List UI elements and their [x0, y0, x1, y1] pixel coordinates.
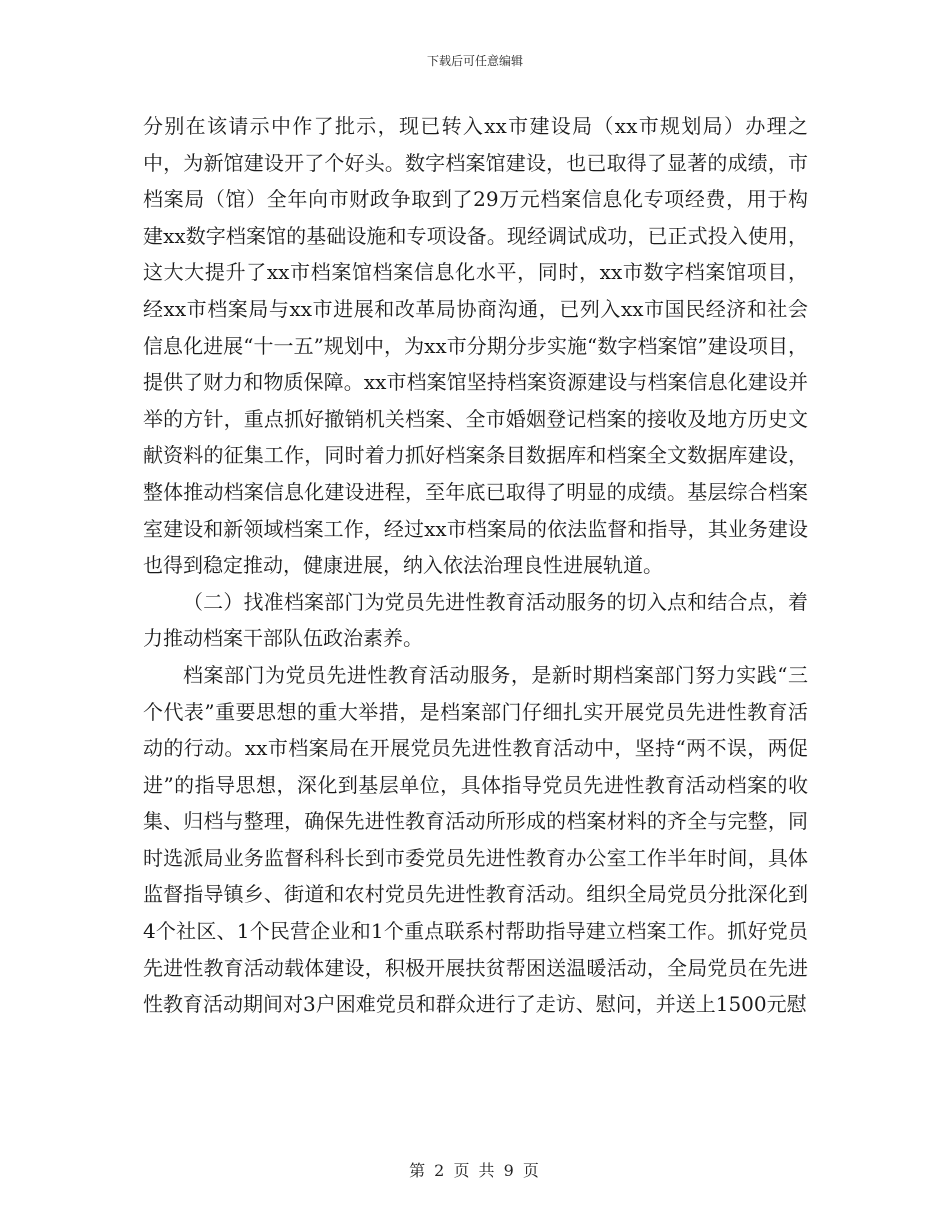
paragraph-2-section-heading: （二）找准档案部门为党员先进性教育活动服务的切入点和结合点，着力推动档案干部队伍政治素养。: [143, 589, 808, 651]
document-body: [143, 108, 808, 1023]
page-header: 下载后可任意编辑: [426, 54, 523, 68]
paragraph-1: 分别在该请示中作了批示，现已转入xx市建设局（xx市规划局）办理之中，为新馆建设开了个好头。数字档案馆建设，也已取得了显著的成绩，市档案局（馆）全年向市财政争取到了29万元档案信息化专项经费，用于构建xx数字档案馆的基础设施和专项设备。现经调试成功，已正式投入使用，这大大提升了xx市档案馆档案信息化水平，同时，xx市数字档案馆项目，经xx市档案局与xx市进展和改革局协商沟通，已列入xx市国民经济和社会信息化进展“十一五”规划中，为xx市分期分步实施“数字档案馆”建设项目，提供了财力和物质保障。xx市档案馆坚持档案资源建设与档案信息化建设并举的方针，重点抓好撤销机关档案、全市婚姻登记档案的接收及地方历史文献资料的征集工作，同时着力抓好档案条目数据库和档案全文数据库建设，整体推动档案信息化建设进程，至年底已取得了明显的成绩。基层综合档案室建设和新领域档案工作，经过xx市档案局的依法监督和指导，其业务建设也得到稳定推动，健康进展，纳入依法治理良性进展轨道。: [143, 114, 808, 578]
page-number-footer: 第 2 页 共 9 页: [409, 1161, 541, 1180]
paragraph-3: 档案部门为党员先进性教育活动服务，是新时期档案部门努力实践“三个代表”重要思想的重大举措，是档案部门仔细扎实开展党员先进性教育活动的行动。xx市档案局在开展党员先进性教育活动中，坚持“两不误，两促进”的指导思想，深化到基层单位，具体指导党员先进性教育活动档案的收集、归档与整理，确保先进性教育活动所形成的档案材料的齐全与完整，同时选派局业务监督科科长到市委党员先进性教育办公室工作半年时间，具体监督指导镇乡、街道和农村党员先进性教育活动。组织全局党员分批深化到4个社区、1个民营企业和1个重点联系村帮助指导建立档案工作。抓好党员先进性教育活动载体建设，积极开展扶贫帮困送温暖活动，全局党员在先进性教育活动期间对3户困难党员和群众进行了走访、慰问，并送上1500元慰: [143, 662, 808, 1017]
